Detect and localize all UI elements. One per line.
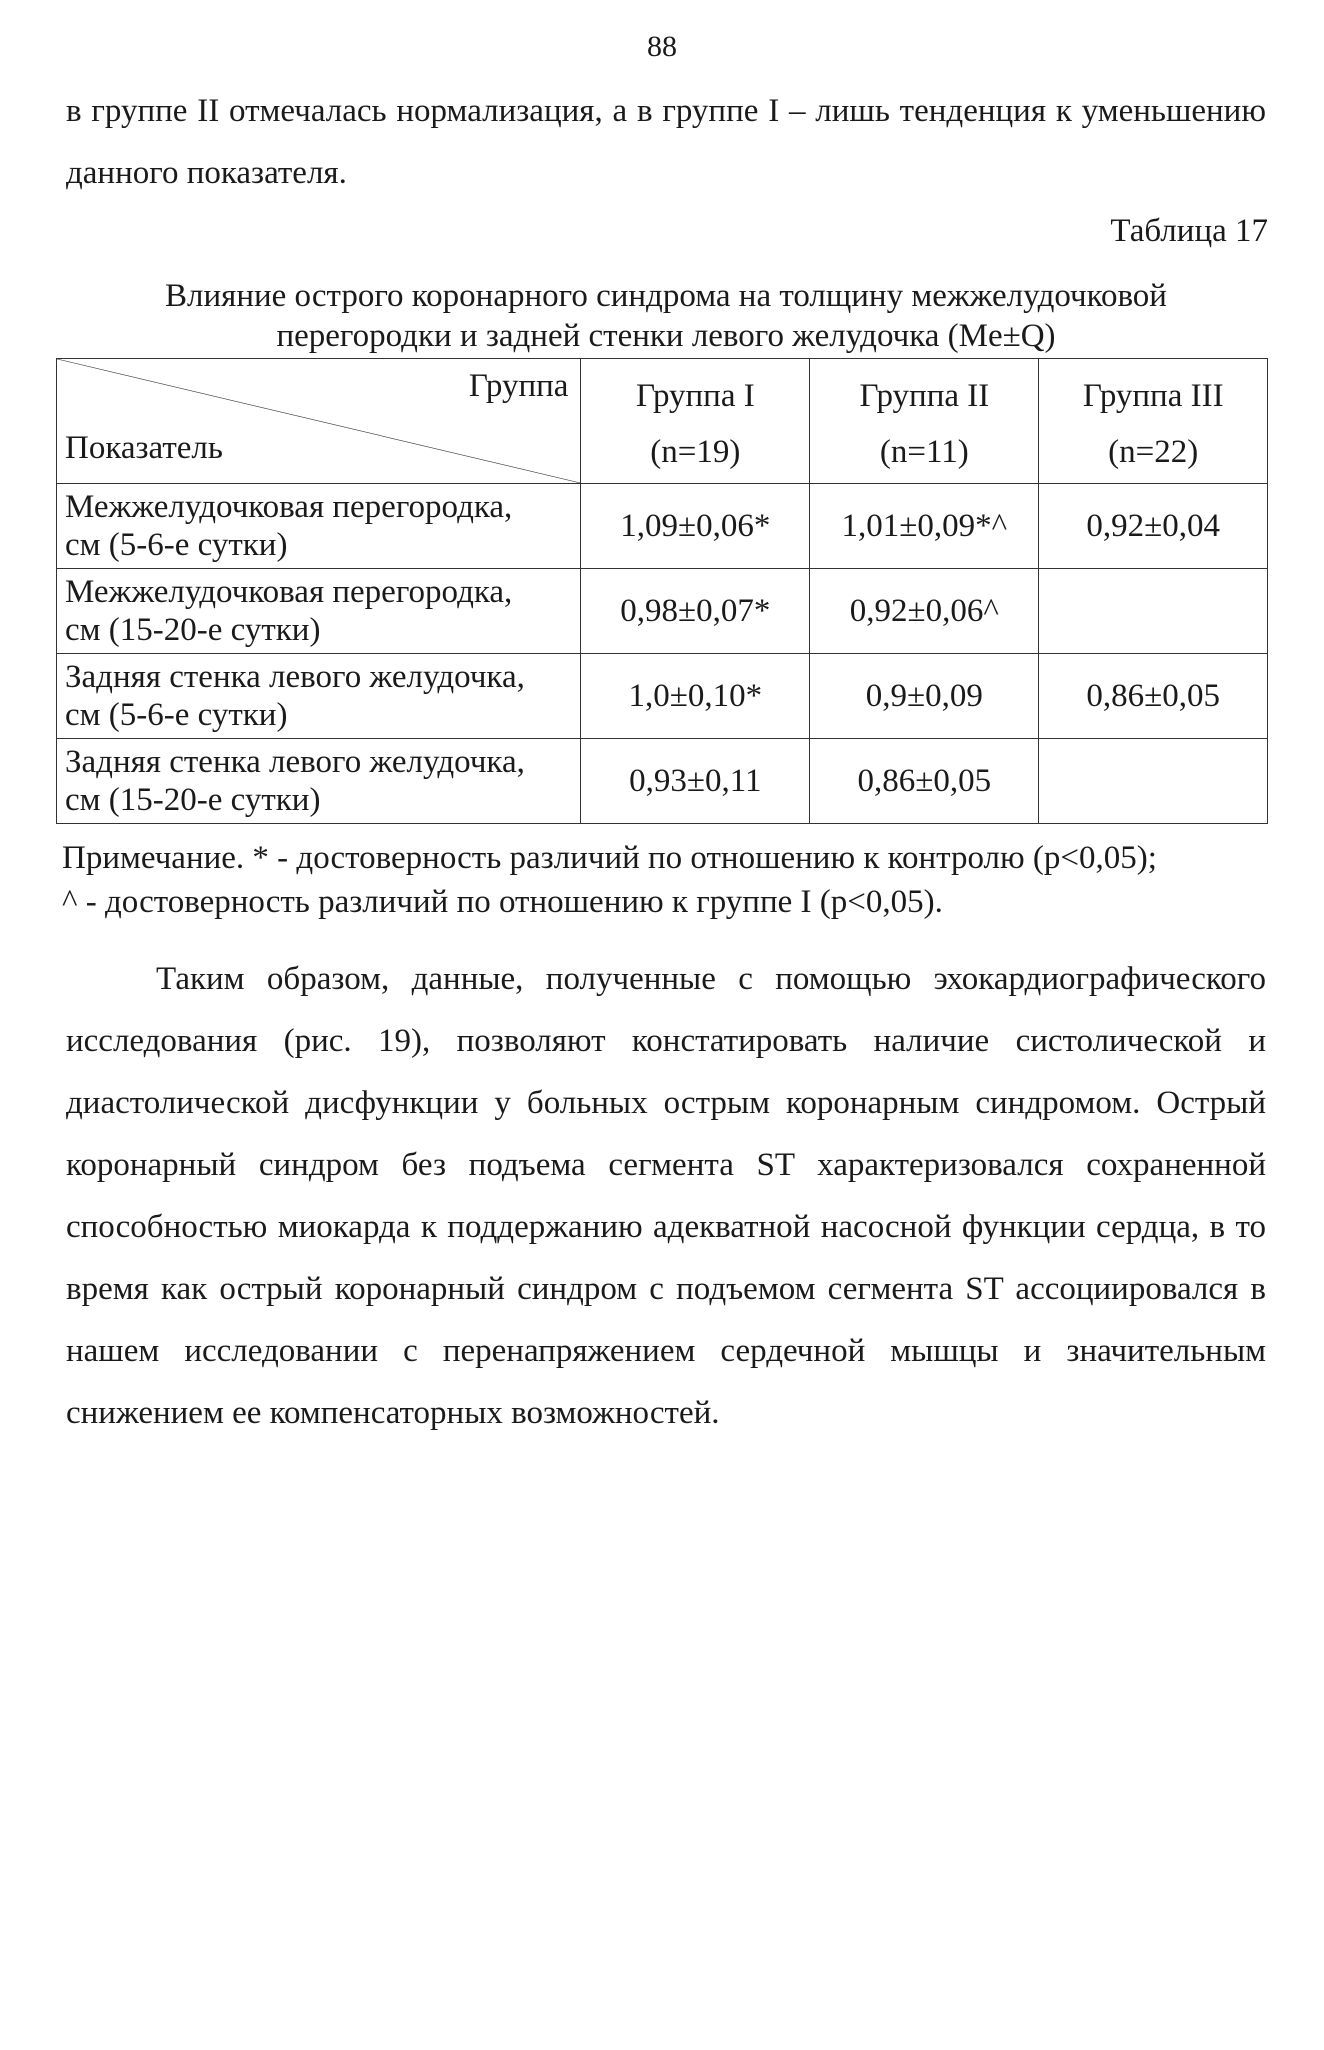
table-cell	[1039, 739, 1268, 824]
table-cell: 0,92±0,04	[1039, 484, 1268, 569]
row-label-line-1: Межжелудочковая перегородка,	[65, 489, 513, 525]
group-name: Группа II	[859, 378, 990, 414]
table-title	[66, 276, 1266, 356]
group-header	[1039, 359, 1268, 484]
row-label	[57, 484, 581, 569]
table-cell: 1,0±0,10*	[581, 654, 810, 739]
row-label-line-2: см (5-6-е сутки)	[65, 527, 288, 563]
table-cell: 0,86±0,05	[1039, 654, 1268, 739]
table-title-line-2: перегородки и задней стенки левого желудочка (Me±Q)	[276, 318, 1056, 354]
corner-label-indicator: Показатель	[65, 430, 223, 466]
table-cell: 0,93±0,11	[581, 739, 810, 824]
table-cell: 1,01±0,09*^	[810, 484, 1039, 569]
row-label-line-1: Задняя стенка левого желудочка,	[65, 744, 525, 780]
table-note-line-1: Примечание. * - достоверность различий по отношению к контролю (p<0,05);	[62, 840, 1157, 876]
row-label-line-2: см (5-6-е сутки)	[65, 697, 288, 733]
group-name: Группа I	[635, 378, 755, 414]
page-number: 88	[647, 30, 677, 63]
row-label-line-1: Задняя стенка левого желудочка,	[65, 659, 525, 695]
group-size: (n=22)	[1108, 434, 1199, 470]
table-corner-cell	[57, 359, 581, 484]
row-label	[57, 739, 581, 824]
row-label-line-2: см (15-20-е сутки)	[65, 612, 321, 648]
row-label-line-1: Межжелудочковая перегородка,	[65, 574, 513, 610]
table-row	[57, 654, 1268, 739]
table-cell: 0,98±0,07*	[581, 569, 810, 654]
table-cell: 0,86±0,05	[810, 739, 1039, 824]
group-size: (n=11)	[879, 434, 969, 470]
corner-label-group: Группа	[468, 368, 569, 404]
table-cell	[1039, 569, 1268, 654]
table-row	[57, 484, 1268, 569]
table-title-line-1: Влияние острого коронарного синдрома на толщину межжелудочковой	[165, 278, 1167, 314]
group-name: Группа III	[1082, 378, 1224, 414]
table-header-row	[57, 359, 1268, 484]
table-note	[62, 836, 1282, 924]
table-cell: 1,09±0,06*	[581, 484, 810, 569]
table-label: Таблица 17	[1110, 213, 1268, 249]
group-size: (n=19)	[650, 434, 741, 470]
table-row	[57, 739, 1268, 824]
data-table	[56, 358, 1268, 824]
group-header	[810, 359, 1039, 484]
row-label	[57, 569, 581, 654]
row-label-line-2: см (15-20-е сутки)	[65, 782, 321, 818]
intro-paragraph: в группе II отмечалась нормализация, а в группе I – лишь тенденция к уменьшению данного показателя.	[66, 93, 1266, 191]
group-header	[581, 359, 810, 484]
row-label	[57, 654, 581, 739]
table-cell: 0,92±0,06^	[810, 569, 1039, 654]
table-note-line-2: ^ - достоверность различий по отношению к группе I (p<0,05).	[62, 884, 943, 920]
table-row	[57, 569, 1268, 654]
table-cell: 0,9±0,09	[810, 654, 1039, 739]
conclusion-paragraph: Таким образом, данные, полученные с помощью эхокардиографического исследования (рис. 19), позволяют констатировать наличие систолической и диастолической дисфункции у больных острым коронарным синдромом. Острый коронарный синдром без подъема сегмента ST характеризовался сохраненной способностью миокарда к поддержанию адекватной насосной функции сердца, в то время как острый коронарный синдром с подъемом сегмента ST ассоциировался в нашем исследовании с перенапряжением сердечной мышцы и значительным снижением ее компенсаторных возможностей.	[66, 961, 1266, 1431]
